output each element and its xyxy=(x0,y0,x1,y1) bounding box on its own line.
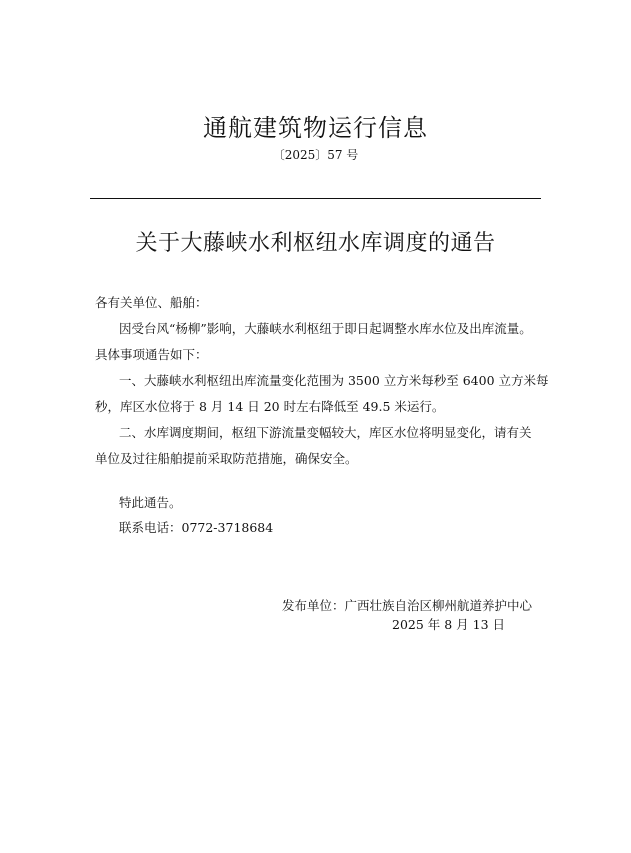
document-header-title: 通航建筑物运行信息 xyxy=(203,114,428,142)
contact-phone: 联系电话：0772-3718684 xyxy=(119,520,274,535)
publisher: 发布单位：广西壮族自治区柳州航道养护中心 xyxy=(282,598,533,613)
item-1-line-1: 一、大藤峡水利枢纽出库流量变化范围为 3500 立方米每秒至 6400 立方米每 xyxy=(119,373,549,388)
publish-date: 2025 年 8 月 13 日 xyxy=(392,617,506,632)
intro-paragraph-continued: 具体事项通告如下： xyxy=(95,347,208,362)
item-2-line-2: 单位及过往船舶提前采取防范措施，确保安全。 xyxy=(95,451,358,466)
closing-statement: 特此通告。 xyxy=(119,495,182,510)
notice-body xyxy=(95,290,550,472)
item-2-line-1: 二、水库调度期间，枢纽下游流量变幅较大，库区水位将明显变化，请有关 xyxy=(119,425,532,440)
salutation: 各有关单位、船舶： xyxy=(95,295,208,310)
header-divider xyxy=(90,198,541,199)
item-1-line-2: 秒，库区水位将于 8 月 14 日 20 时左右降低至 49.5 米运行。 xyxy=(95,399,445,414)
document-number: 〔2025〕57 号 xyxy=(272,148,359,162)
notice-title: 关于大藤峡水利枢纽水库调度的通告 xyxy=(135,231,496,256)
intro-paragraph: 因受台风“杨柳”影响，大藤峡水利枢纽于即日起调整水库水位及出库流量。 xyxy=(119,321,532,336)
